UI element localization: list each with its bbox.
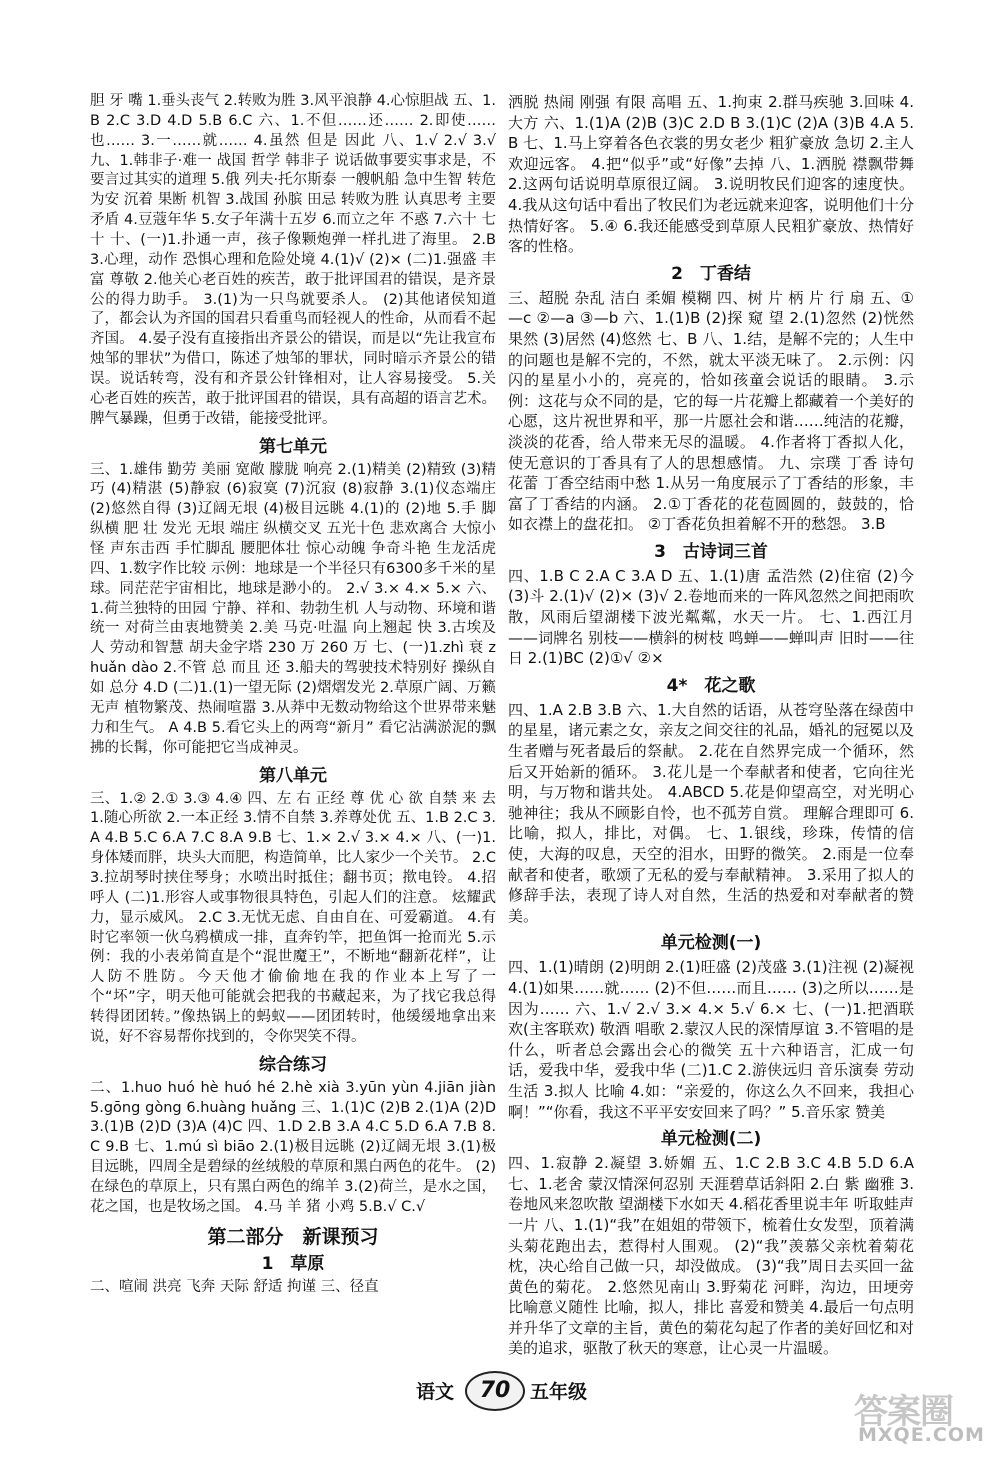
answer-paragraph: 三、1.② 2.① 3.③ 4.④ 四、左 右 正经 尊 优 心 欲 自禁 来 去 1.随心所欲 2.一本正经 3.情不自禁 3.养尊处优 五、1.B 2.C 3.A 4.B 5.C 6.A 7.C 8.A 9.B 七、1.× 2.√ 3.× 4.× 八、(一)1.身体矮而胖，块头大而肥，构造简单，比人家少一个关节。 2.C 3.拉胡琴时挟住琴身；水喷出时抵住；翻书页；揿电铃。 4.招呼人 (二)1.形容人或事物很具特色，引起人们的注意。 炫耀武力，显示威风。 2.C 3.无忧无虑、自由自在、可爱霸道。 4.有时它率领一伙乌鸦横成一排，直奔钓竿，把鱼饵一抢而光 5.示例：我的小表弟简直是个“混世魔王”，不断地“翻新花样”，让人防不胜防。今天他才偷偷地在我的作业本上写了一个“坏”字，明天他可能就会把我的书藏起来，为了找它我总得转得团团转。”像热锅上的蚂蚁——团团转时，他缓缓地拿出来说，好不容易帮你找到的，令你哭笑不得。 <box>90 790 496 1045</box>
page-number: 70 <box>465 1371 525 1411</box>
section-heading: 单元检测(一) <box>660 933 762 954</box>
section-heading: 2 丁香结 <box>671 263 751 284</box>
answer-paragraph: 三、1.雄伟 勤劳 美丽 宽敞 朦胧 响亮 2.(1)精美 (2)精致 (3)精巧 (4)精湛 (5)静寂 (6)寂寞 (7)沉寂 (8)寂静 3.(1)仪态端庄 (2)悠然自得 (3)辽阔无垠 (4)极目远眺 4.(1)的 (2)地 5.手 脚 纵横 肥 壮 发光 无垠 端庄 纵横交叉 五光十色 悲欢离合 大惊小怪 声东击西 手忙脚乱 腰肥体壮 惊心动魄 争奇斗艳 生龙活虎 四、1.数字作比较 示例：地球是一个半径只有6300多千米的星球。同茫茫宇宙相比，地球是渺小的。 2.√ 3.× 4.× 5.× 六、1.荷兰独特的田园 宁静、祥和、勃勃生机 人与动物、环境和谐统一 对荷兰由衷地赞美 2.美 马克·吐温 向上翘起 快 3.古埃及人 劳动和智慧 胡夫金字塔 230 万 260 万 七、(一)1.zhì 衰 zhuǎn dào 2.不管 总 而且 还 3.船夫的驾驶技术特别好 操纵自如 总分 4.D (二)1.(1)一望无际 (2)熠熠发光 2.草原广阔、万籁无声 植物繁茂、热闹喧嚣 3.从莽中无数动物给这个世界带来魅力和生气。 A 4.B 5.看它头上的两弯“新月” 看它沾满淤泥的飘拂的长髯，你可能把它当成神灵。 <box>90 461 496 756</box>
section-heading: 综合练习 <box>259 1054 327 1075</box>
section-heading: 3 古诗词三首 <box>654 541 768 562</box>
section-heading: 单元检测(二) <box>660 1129 762 1150</box>
answer-paragraph: 三、超脱 杂乱 洁白 柔媚 模糊 四、树 片 柄 片 行 扇 五、①—c ②—a ③—b 六、1.(1)B (2)探 窥 望 2.(1)忽然 (2)恍然 果然 (3)居然 (4)悠然 七、B 八、1.结，是解不完的；人生中的问题也是解不完的，不然，就太平淡无味了。 2.示例：闪闪的星星小小的，亮亮的，恰如孩童会说话的眼睛。 3.示例：这花与众不同的是，它的每一片花瓣上都藏着一个美好的心愿，这片祝世界和平，那一片愿社会和谐……纯洁的花瓣，淡淡的花香，给人带来无尽的温暖。 4.作者将丁香拟人化，使无意识的丁香具有了人的思想感情。 九、宗璞 丁香 诗句 花蕾 丁香空结雨中愁 1.从另一角度展示了丁香结的形象，丰富了丁香结的内涵。 2.①丁香花的花苞圆圆的，鼓鼓的，恰如衣襟上的盘花扣。 ②丁香花负担着解不开的愁怨。 3.B <box>508 288 914 534</box>
watermark-site: MXQE.COM <box>858 1424 985 1446</box>
footer-subject: 语文 <box>416 1381 455 1403</box>
section-heading: 1 草原 <box>261 1253 325 1274</box>
watermark <box>850 1384 990 1452</box>
section-heading: 第七单元 <box>259 436 327 457</box>
answer-paragraph: 四、1.B C 2.A C 3.A D 五、1.(1)唐 孟浩然 (2)住宿 (2)今 (3)斗 2.(1)√ (2)× (3)√ 2.卷地而来的一阵风忽然之间把雨吹散，风雨后望湖楼下波光粼粼，水天一片。 七、1.西江月——词牌名 别枝——横斜的树枝 鸣蝉——蝉叫声 旧时——往日 2.(1)BC (2)①√ ②× <box>508 566 914 668</box>
footer-grade: 五年级 <box>530 1381 588 1403</box>
left-column <box>90 92 496 1298</box>
answer-paragraph: 二、喧闹 洪亮 飞奔 天际 舒适 拘谨 三、径直 <box>90 1278 379 1295</box>
answer-paragraph: 四、1.寂静 2.凝望 3.娇媚 五、1.C 2.B 3.C 4.B 5.D 6.A 七、1.老舍 蒙汉情深何忍别 天涯碧草话斜阳 2.白 紫 幽雅 3.卷地风来忽吹散 望湖楼下水如天 4.稻花香里说丰年 听取蛙声一片 八、1.(1)“我”在姐姐的带领下，梳着仕女发型，顶着满头菊花跑出去，惹得村人围观。 (2)“我”羡慕父亲枕着菊花枕，决心给自己做一只，却没做成。 (3)“我”周日去买回一盆黄色的菊花。 2.悠然见南山 3.野菊花 河畔，沟边，田埂旁 比喻意义随性 比喻，拟人，排比 喜爱和赞美 4.最后一句点明并升华了文章的主旨，黄色的菊花勾起了作者的美好回忆和对美的追求，驱散了秋天的寒意，让心灵一片温暖。 <box>508 1154 914 1358</box>
answer-paragraph: 四、1.(1)晴朗 (2)明朗 2.(1)旺盛 (2)茂盛 3.(1)注视 (2)凝视 4.(1)如果……就…… (2)不但……而且…… (3)之所以……是因为…… 六、1.√ 2.√ 3.× 4.× 5.√ 6.× 七、(一)1.把酒联欢(主客联欢) 敬酒 唱歌 2.蒙汉人民的深情厚谊 3.不管唱的是什么，听者总会露出会心的微笑 五十六种语言，汇成一句话，爱我中华，爱我中华 (二)1.C 2.游侠远归 音乐演奏 劳动生活 3.拟人 比喻 4.如：“亲爱的，你这么久不回来，我担心啊！”“你看，我这不平平安安回来了吗？” 5.音乐家 赞美 <box>508 958 914 1121</box>
section-heading: 4* 花之歌 <box>666 675 756 696</box>
watermark-logo: 答案圈 <box>854 1392 953 1432</box>
part-heading: 第二部分 新课预习 <box>207 1225 379 1248</box>
answer-paragraph: 胆 牙 嘴 1.垂头丧气 2.转败为胜 3.风平浪静 4.心惊胆战 五、1.B 2.C 3.D 4.D 5.B 6.C 六、1.不但……还…… 2.即使……也…… 3.一……就…… 4.虽然 但是 因此 八、1.√ 2.√ 3.√ 九、1.韩非子·难一 战国 哲学 韩非子 说话做事要实事求是，不要言过其实的道理 5.俄 列夫·托尔斯泰 一艘帆船 急中生智 转危为安 沉着 果断 机智 3.战国 孙膑 田忌 转败为胜 认真思考 主要矛盾 4.豆蔻年华 5.女子年满十五岁 6.而立之年 不惑 7.六十 七十 十、(一)1.扑通一声，孩子像颗炮弹一样扎进了海里。 2.B 3.心理，动作 恐惧心理和危险处境 4.(1)√ (2)× (二)1.强盛 丰富 尊敬 2.他关心老百姓的疾苦，敢于批评国君的错误，是齐景公的得力助手。 3.(1)为一只鸟就要杀人。 (2)其他诸侯知道了，都会认为齐国的国君只看重鸟而轻视人的性命，从而看不起齐国。 4.晏子没有直接指出齐景公的错误，而是以“先让我宣布烛邹的罪状”为借口，陈述了烛邹的罪状，同时暗示齐景公的错误。说话转弯，没有和齐景公针锋相对，让人容易接受。 5.关心老百姓的疾苦，敢于批评国君的错误，具有高超的语言艺术。 脾气暴躁，但勇于改错，能接受批评。 <box>90 93 496 427</box>
right-column <box>508 92 914 1359</box>
answer-paragraph: 四、1.A 2.B 3.B 六、1.大自然的话语，从苍穹坠落在绿茵中的星星，诸元素之女，亲友之间交往的礼品，婚礼的冠冕以及生者赠与死者最后的祭献。 2.花在自然界完成一个循环，然后又开始新的循环。 3.花儿是一个奉献者和使者，它向往光明，与万物和谐共处。 4.ABCD 5.花是仰望高空，对光明心驰神往；我从不顾影自怜，也不孤芳自赏。 理解合理即可 6.比喻，拟人，排比，对偶。 七、1.银线，珍珠，传情的信使，大海的叹息，天空的泪水，田野的微笑。 2.雨是一位奉献者和使者，歌颂了无私的爱与奉献精神。 3.采用了拟人的修辞手法，表现了诗人对自然，生活的热爱和对奉献者的赞美。 <box>508 700 914 925</box>
section-heading: 第八单元 <box>259 765 327 786</box>
answer-paragraph: 二、1.huo huó hè huó hé 2.hè xià 3.yūn yùn 4.jiān jiàn 5.gōng gòng 6.huàng huǎng 三、1.(1)C (2)B 2.(1)A (2)D 3.(1)B (2)D (3)A (4)C 四、1.D 2.B 3.A 4.C 5.D 6.A 7.B 8.C 9.B 七、1.mú sì biāo 2.(1)极目远眺 (2)辽阔无垠 3.(1)极目远眺，四周全是碧绿的丝绒般的草原和黑白两色的花牛。 (2)在绿色的草原上，只有黑白两色的绵羊 3.(2)荷兰，是水之国，花之国，也是牧场之国。 4.马 羊 猪 小鸡 5.B.√ C.√ <box>90 1079 496 1215</box>
answer-paragraph: 洒脱 热闹 刚强 有限 高唱 五、1.拘束 2.群马疾驰 3.回味 4.大方 六、1.(1)A (2)B (3)C 2.D B 3.(1)C (2)A (3)B 4.A 5.B 七、1.马上穿着各色衣裳的男女老少 粗犷豪放 急切 2.主人欢迎远客。 4.把“似乎”或“好像”去掉 八、1.洒脱 襟飘带舞 2.这两句话说明草原很辽阔。 3.说明牧民们迎客的速度快。 4.我从这句话中看出了牧民们为老远就来迎客，说明他们十分热情好客。 5.④ 6.我还能感受到草原人民粗犷豪放、热情好客的性格。 <box>508 93 914 256</box>
